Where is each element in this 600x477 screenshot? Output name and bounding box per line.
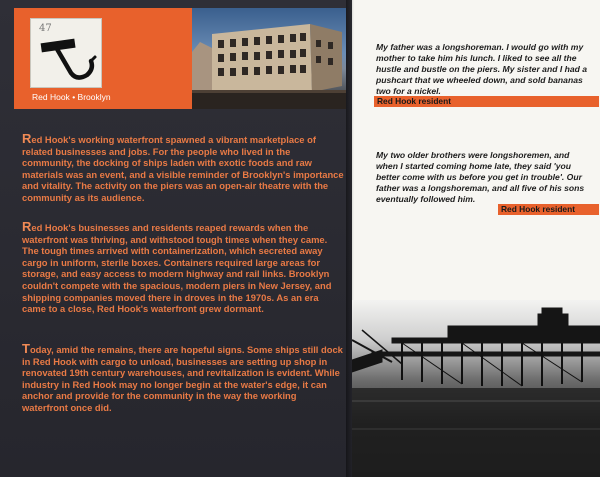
article-paragraph-3 (22, 343, 344, 414)
warehouse-photo-graphic (192, 8, 346, 109)
cargo-hook-icon (31, 19, 101, 87)
paragraph-2-text: ed Hook's businesses and residents reaped rewards when the waterfront was thriving, and withstood tough times when they came. The tough times arrived with containerization, which secreted away cargo in uniform, sterile boxes. Containers required large areas for storage, and easy access to modern highway and rail links. Brooklyn couldn't compete with the spacious, modern piers in New Jersey, and shipping companies moved there in droves in the 1970s. As an era came to a close, Red Hook's waterfront grew dormant. (22, 222, 332, 315)
logo-caption (32, 92, 111, 102)
paragraph-3-initial: T (22, 341, 30, 356)
quote-2: My two older brothers were longshoremen, and when I started coming home late, they said 'you better come with us before you get in trouble'. Our father was a longshoreman, and all five of his sons eventually followed him. (376, 150, 585, 204)
logo-number: 47 (39, 23, 52, 34)
article-paragraph-1 (22, 133, 344, 204)
quote-1: My father was a longshoreman. I would go with my mother to take him his lunch. I liked to see all the hustle and bustle on the piers. My sister and I had a pushcart that we wheeled down, and sold bananas two for a nickel. (376, 42, 588, 96)
paragraph-2-initial: R (22, 219, 32, 234)
logo-card (30, 18, 102, 88)
pier-photo (352, 300, 600, 477)
logo-block (14, 8, 192, 109)
warehouse-photo (192, 8, 346, 109)
article-paragraph-2 (22, 221, 344, 315)
logo-caption-red-hook: Red Hook (32, 92, 70, 102)
paragraph-1-initial: R (22, 131, 32, 146)
pier-photo-graphic (352, 300, 600, 477)
quote-1-attribution: Red Hook resident (374, 96, 599, 107)
paragraph-3-text: oday, amid the remains, there are hopeful signs. Some ships still dock in Red Hook with cargo to unload, businesses are setting up shop in renovated 19th century warehouses, and revitalization is evident. While industry in Red Hook may no longer begin at the water's edge, it can anchor and provide for the community in the way the working waterfront once did. (22, 344, 343, 413)
logo-caption-brooklyn: Brooklyn (77, 92, 111, 102)
logo-caption-separator: • (72, 92, 76, 102)
quote-2-attribution: Red Hook resident (498, 204, 599, 215)
paragraph-1-text: ed Hook's working waterfront spawned a vibrant marketplace of related businesses and jobs. For the people who lived in the community, the docking of ships laden with exotic foods and raw materials was an event, and a visible reminder of Brooklyn's importance and vitality. The activity on the piers was an open-air theatre with the community as its audience. (22, 134, 344, 203)
